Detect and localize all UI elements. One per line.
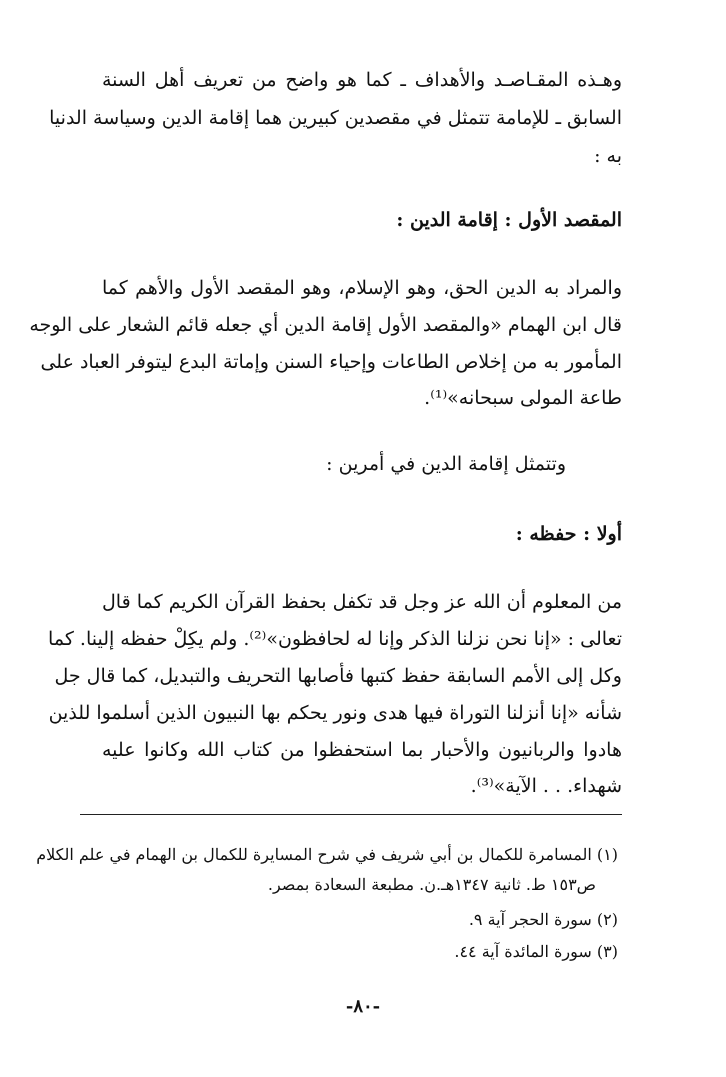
footnote-3: (٣) سورة المائدة آية ٤٤. [454,942,618,961]
page-number: -٨٠- [345,996,381,1017]
paragraph3-line6: شهداء. . . الآية»⁽³⁾. [470,775,622,797]
section-heading-preservation: أولا : حفظه : [515,523,622,545]
paragraph2-line3: المأمور به من إخلاص الطاعات وإحياء السنن وإماتة البدع ليتوفر العباد على [40,351,622,373]
footnote-1-line2: ص١٥٣ ط. ثانية ١٣٤٧هـ.ن. مطبعة السعادة بمصر. [267,875,596,894]
paragraph2-line2: قال ابن الهمام «والمقصد الأول إقامة الدين أي جعله قائم الشعار على الوجه [29,314,622,336]
paragraph3-line3: وكل إلى الأمم السابقة حفظ كتبها فأصابها التحريف والتبديل، كما قال جل [54,665,622,687]
footnote-separator [80,814,622,815]
paragraph3-line4: شأنه «إنا أنزلنا التوراة فيها هدى ونور يحكم بها النبيون الذين أسلموا للذين [48,702,622,724]
paragraph2-line4: طاعة المولى سبحانه»⁽¹⁾. [424,387,622,409]
paragraph3-line1: من المعلوم أن الله عز وجل قد تكفل بحفظ القرآن الكريم كما قال [102,591,622,613]
paragraph2-line1: والمراد به الدين الحق، وهو الإسلام، وهو المقصد الأول والأهم كما [102,277,622,299]
paragraph1-line1: وهـذه المقـاصـد والأهداف ـ كما هو واضح من تعريف أهل السنة [102,69,622,91]
footnote-1-line1: (١) المسامرة للكمال بن أبي شريف في شرح المسايرة للكمال بن الهمام في علم الكلام [36,845,618,864]
paragraph1-line3: به : [594,145,622,167]
paragraph3-line5: هادوا والربانيون والأحبار بما استحفظوا من كتاب الله وكانوا عليه [102,739,622,761]
paragraph3-line2: تعالى : «إنا نحن نزلنا الذكر وإنا له لحافظون»⁽²⁾. ولم يكِلْ حفظه إلينا. كما [48,628,622,650]
footnote-2: (٢) سورة الحجر آية ٩. [468,910,618,929]
section-heading-first-objective: المقصد الأول : إقامة الدين : [396,209,622,231]
paragraph1-line2: السابق ـ للإمامة تتمثل في مقصدين كبيرين هما إقامة الدين وسياسة الدنيا [49,107,622,129]
intro-two-matters: وتتمثل إقامة الدين في أمرين : [326,453,566,475]
